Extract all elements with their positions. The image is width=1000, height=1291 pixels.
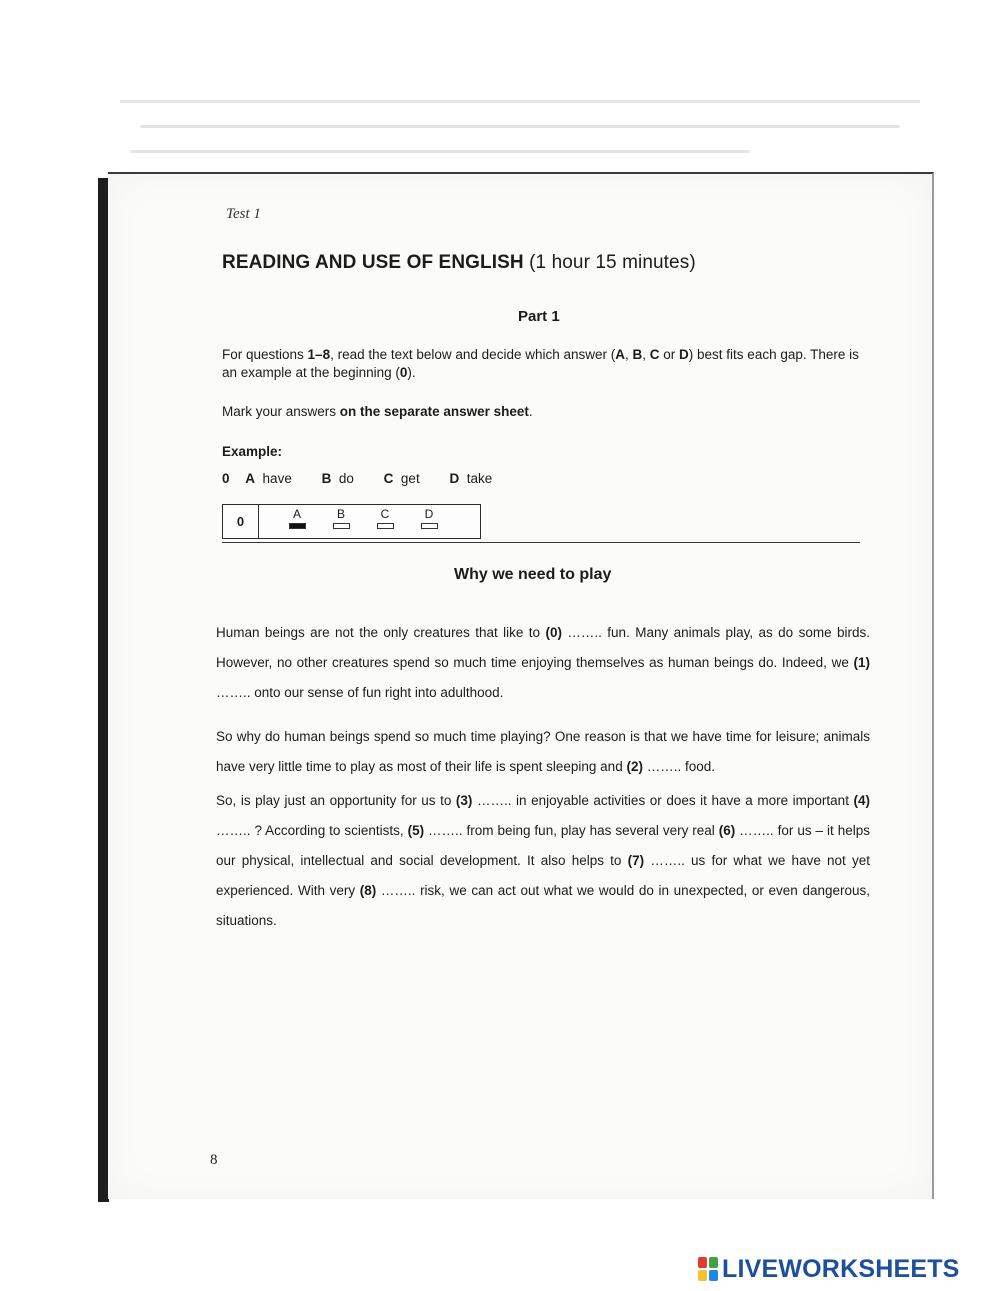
logo-tile [709, 1257, 718, 1268]
gap-3[interactable]: (3) [455, 793, 473, 808]
instr-text: , read the text below and decide which answer ( [330, 347, 616, 362]
answer-letter: C [380, 507, 390, 521]
passage-text: …….. risk, we can act out what we would do in unexpected, or even dangerous, situations. [216, 883, 871, 928]
option-word: get [400, 471, 420, 486]
answer-mark-filled[interactable] [289, 523, 306, 529]
passage-text: So, is play just an opportunity for us to [216, 793, 456, 808]
option-word: do [338, 471, 354, 486]
answer-box-number: 0 [223, 505, 259, 538]
passage-text: …….. us for what we have not yet experienced. With very [216, 853, 870, 898]
passage-title: Why we need to play [454, 566, 612, 583]
option-word: have [262, 471, 292, 486]
option-word: take [466, 471, 493, 486]
answer-option-d[interactable] [419, 507, 439, 529]
passage-text: Human beings are not the only creatures that like to [216, 625, 546, 640]
instr-text: or [659, 347, 680, 362]
option-letter: C [383, 471, 394, 486]
answer-option-b[interactable] [331, 507, 351, 529]
answer-mark-empty[interactable] [377, 523, 394, 529]
gap-1[interactable]: (1) [853, 655, 870, 670]
passage-text: So why do human beings spend so much time playing? One reason is that we have time for leisure; animals have very little time to play as most of their life is spent sleeping and [216, 729, 870, 774]
answer-option-a[interactable] [287, 507, 307, 529]
document-page [108, 172, 934, 1199]
passage-paragraph-1 [216, 618, 870, 708]
instr-option: A [615, 347, 625, 362]
option-letter: A [245, 471, 256, 486]
instr-option: C [649, 347, 660, 362]
instr-text: , [642, 347, 650, 362]
instr-example-num: 0 [399, 365, 408, 380]
section-title-text: READING AND USE OF ENGLISH [222, 252, 524, 273]
logo-tile [709, 1270, 718, 1281]
example-option-c [384, 471, 420, 486]
mark-instruction [222, 404, 533, 419]
passage-text: …….. fun. Many animals play, as do some birds. However, no other creatures spend so much time enjoying themselves as human beings do. Indeed, we [216, 625, 870, 670]
instr-option: D [679, 347, 689, 362]
instr-text: ) best fits each gap. There is an example at the beginning ( [222, 347, 859, 380]
answer-mark-empty[interactable] [421, 523, 438, 529]
gap-0: (0) [545, 625, 562, 640]
gap-2[interactable]: (2) [626, 759, 643, 774]
example-answer-box [222, 504, 481, 539]
passage-text: …….. in enjoyable activities or does it have a more important [472, 793, 854, 808]
gap-5[interactable]: (5) [407, 823, 425, 838]
instr-text: ). [407, 365, 416, 380]
answer-letter: B [336, 507, 345, 521]
option-letter: B [321, 471, 332, 486]
gap-8[interactable]: (8) [359, 883, 377, 898]
answer-option-c[interactable] [375, 507, 395, 529]
passage-paragraph-2 [216, 722, 870, 782]
example-number-text: 0 [222, 471, 230, 486]
logo-tile [698, 1270, 707, 1281]
gap-6[interactable]: (6) [718, 823, 736, 838]
example-option-b [322, 471, 354, 486]
instr-option: B [632, 347, 643, 362]
instr-text: , [625, 347, 633, 362]
example-number [222, 471, 230, 486]
liveworksheets-logo[interactable] [698, 1254, 960, 1284]
section-duration: (1 hour 15 minutes) [529, 252, 696, 273]
example-option-d [449, 471, 492, 486]
gap-7[interactable]: (7) [627, 853, 645, 868]
passage-text: …….. ? According to scientists, [216, 823, 408, 838]
mark-text: . [528, 404, 533, 419]
logo-tiles-icon [698, 1257, 718, 1281]
instructions [222, 346, 872, 382]
gap-4[interactable]: (4) [853, 793, 870, 808]
answer-mark-empty[interactable] [333, 523, 350, 529]
passage-paragraph-3 [216, 786, 870, 936]
page-number: 8 [210, 1152, 218, 1168]
part-title: Part 1 [518, 308, 560, 325]
passage-text: …….. for us – it helps our physical, intellectual and social development. It also helps to [216, 823, 870, 868]
logo-text: LIVEWORKSHEETS [722, 1254, 960, 1283]
example-options [222, 471, 518, 486]
example-option-a [245, 471, 292, 486]
passage-text: …….. food. [642, 759, 715, 774]
passage-text: …….. from being fun, play has several very real [424, 823, 719, 838]
logo-tile [698, 1257, 707, 1268]
section-title [222, 252, 696, 274]
answer-letter: D [424, 507, 434, 521]
passage-text: …….. onto our sense of fun right into adulthood. [216, 685, 504, 700]
option-letter: D [449, 471, 460, 486]
divider [222, 542, 860, 543]
instr-range: 1–8 [307, 347, 331, 362]
example-label: Example: [222, 444, 283, 459]
answer-letter: A [292, 507, 301, 521]
test-label: Test 1 [226, 206, 261, 222]
mark-text: Mark your answers [222, 404, 340, 419]
instr-text: For questions [222, 347, 308, 362]
mark-emphasis: on the separate answer sheet [339, 404, 529, 419]
